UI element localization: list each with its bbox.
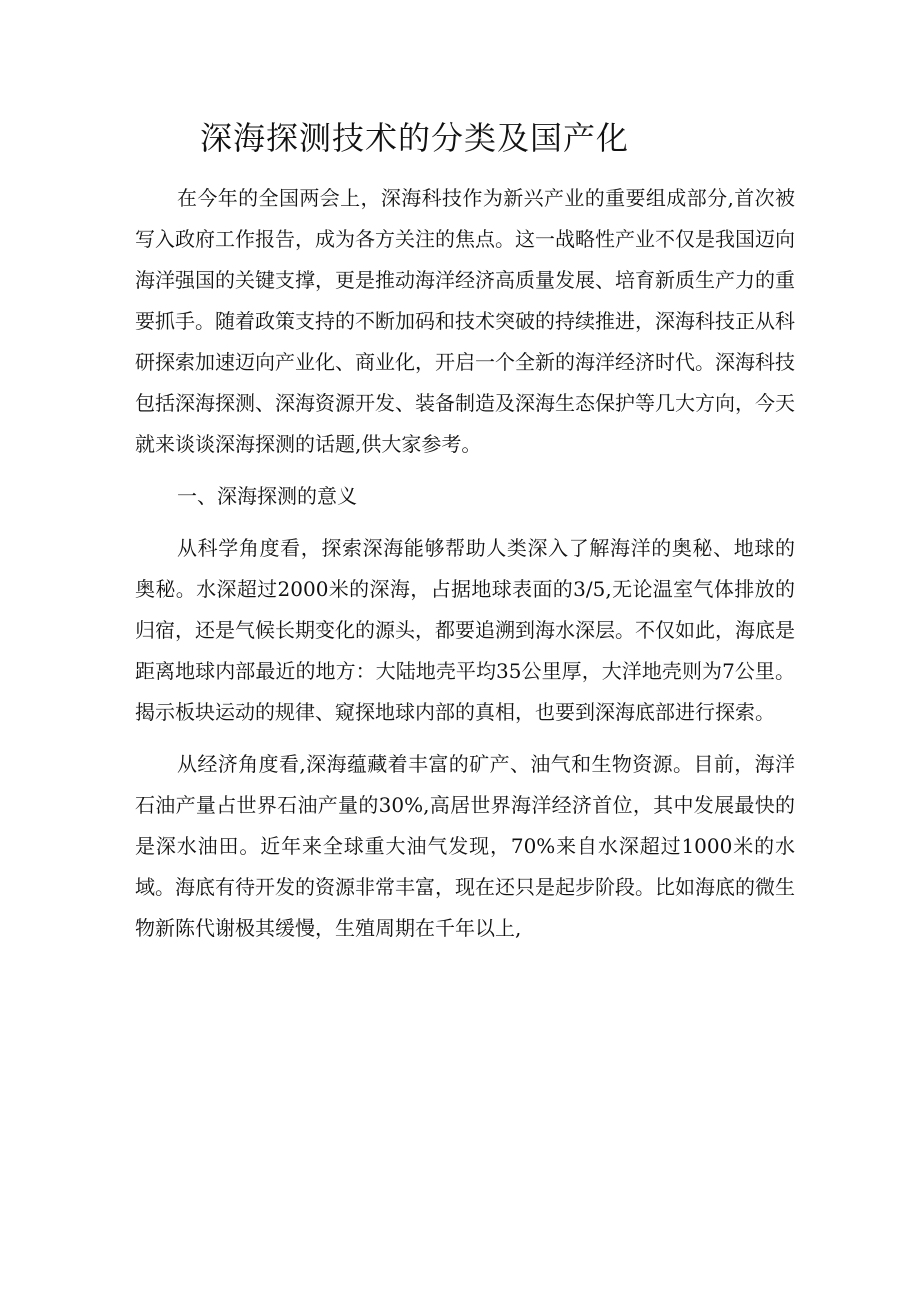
document-title: 深海探测技术的分类及国产化	[200, 119, 630, 157]
document-body	[135, 178, 795, 960]
scientific-perspective-paragraph: 从科学角度看，探索深海能够帮助人类深入了解海洋的奥秘、地球的奥秘。水深超过2000米的深海，占据地球表面的3/5,无论温室气体排放的归宿，还是气候长期变化的源头，都要追溯到海水深层。不仅如此，海底是距离地球内部最近的地方：大陆地壳平均35公里厚，大洋地壳则为7公里。揭示板块运动的规律、窥探地球内部的真相，也要到深海底部进行探索。	[135, 536, 795, 724]
section-heading-significance: 一、深海探测的意义	[177, 484, 357, 508]
economic-perspective-paragraph: 从经济角度看,深海蕴藏着丰富的矿产、油气和生物资源。目前，海洋石油产量占世界石油产量的30%,高居世界海洋经济首位，其中发展最快的是深水油田。近年来全球重大油气发现，70%来自水深超过1000米的水域。海底有待开发的资源非常丰富，现在还只是起步阶段。比如海底的微生物新陈代谢极其缓慢，生殖周期在千年以上,	[135, 752, 795, 940]
intro-paragraph: 在今年的全国两会上，深海科技作为新兴产业的重要组成部分,首次被写入政府工作报告，成为各方关注的焦点。这一战略性产业不仅是我国迈向海洋强国的关键支撑，更是推动海洋经济高质量发展、培育新质生产力的重要抓手。随着政策支持的不断加码和技术突破的持续推进，深海科技正从科研探索加速迈向产业化、商业化，开启一个全新的海洋经济时代。深海科技包括深海探测、深海资源开发、装备制造及深海生态保护等几大方向，今天就来谈谈深海探测的话题,供大家参考。	[135, 186, 795, 456]
